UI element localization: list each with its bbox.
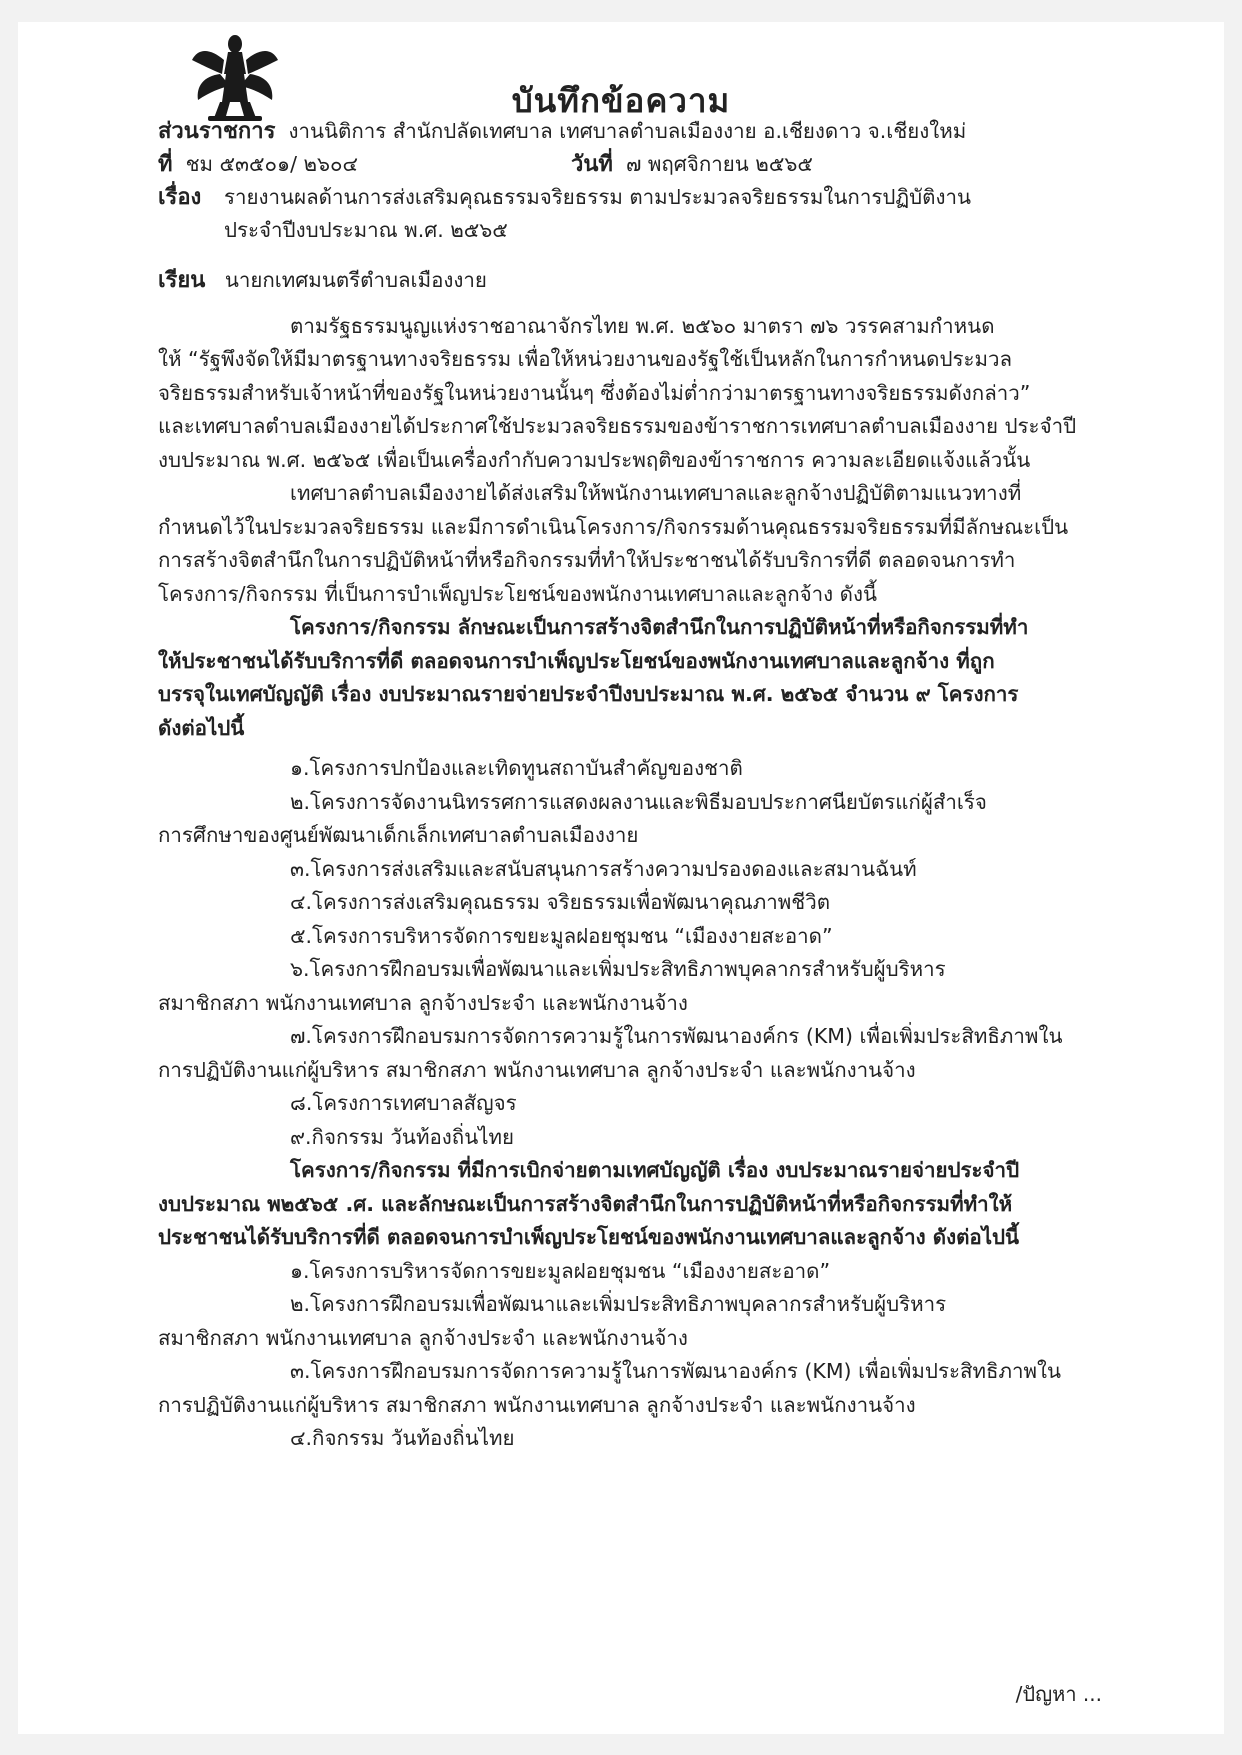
list-item: สมาชิกสภา พนักงานเทศบาล ลูกจ้างประจำ และพนักงานจ้าง (158, 1326, 688, 1350)
list-item: การปฏิบัติงานแก่ผู้บริหาร สมาชิกสภา พนักงานเทศบาล ลูกจ้างประจำ และพนักงานจ้าง (158, 1393, 916, 1417)
date-row (571, 149, 813, 180)
body-line: จริยธรรมสำหรับเจ้าหน้าที่ของรัฐในหน่วยงานนั้นๆ ซึ่งต้องไม่ต่ำกว่ามาตรฐานทางจริยธรรมดังกล่าว” (158, 381, 1031, 405)
body-line: ให้ “รัฐพึงจัดให้มีมาตรฐานทางจริยธรรม เพื่อให้หน่วยงานของรัฐใช้เป็นหลักในการกำหนดประมวล (158, 347, 1013, 371)
ref-row (158, 149, 358, 180)
body-line-bold: งบประมาณ พ๒๕๖๕ .ศ. และลักษณะเป็นการสร้างจิตสำนึกในการปฏิบัติหน้าที่หรือกิจกรรมที่ทำให้ (158, 1192, 1013, 1216)
date-value: ๗ พฤศจิกายน ๒๕๖๕ (625, 152, 813, 176)
dept-row (158, 116, 966, 147)
list-item: ๙.กิจกรรม วันท้องถิ่นไทย (290, 1125, 515, 1149)
memo-title: บันทึกข้อความ (511, 81, 731, 120)
body-line: โครงการ/กิจกรรม ที่เป็นการบำเพ็ญประโยชน์ของพนักงานเทศบาลและลูกจ้าง ดังนี้ (158, 582, 878, 606)
list-item: ๔.กิจกรรม วันท้องถิ่นไทย (290, 1426, 515, 1450)
list-item: ๓.โครงการฝึกอบรมการจัดการความรู้ในการพัฒนาองค์กร (KM) เพื่อเพิ่มประสิทธิภาพใน (290, 1359, 1062, 1383)
list-item: การศึกษาของศูนย์พัฒนาเด็กเล็กเทศบาลตำบลเมืองงาย (158, 823, 639, 847)
ref-label: ที่ (158, 152, 173, 177)
body-line-bold: โครงการ/กิจกรรม ที่มีการเบิกจ่ายตามเทศบัญญัติ เรื่อง งบประมาณรายจ่ายประจำปี (290, 1158, 1020, 1182)
list-item: ๔.โครงการส่งเสริมคุณธรรม จริยธรรมเพื่อพัฒนาคุณภาพชีวิต (290, 890, 831, 914)
subject-label: เรื่อง (158, 185, 202, 210)
list-item: ๘.โครงการเทศบาลสัญจร (290, 1091, 517, 1115)
body-line: การสร้างจิตสำนึกในการปฏิบัติหน้าที่หรือกิจกรรมที่ทำให้ประชาชนได้รับบริการที่ดี ตลอดจนการทำ (158, 548, 1016, 572)
to-value: นายกเทศมนตรีตำบลเมืองงาย (224, 268, 487, 292)
date-label: วันที่ (571, 152, 613, 177)
body-line-bold: บรรจุในเทศบัญญัติ เรื่อง งบประมาณรายจ่ายประจำปีงบประมาณ พ.ศ. ๒๕๖๕ จำนวน ๙ โครงการ (158, 682, 1019, 706)
body-line: งบประมาณ พ.ศ. ๒๕๖๕ เพื่อเป็นเครื่องกำกับความประพฤติของข้าราชการ ความละเอียดแจ้งแล้วนั้น (158, 448, 1031, 472)
body-line-bold: ดังต่อไปนี้ (158, 716, 245, 740)
body-line: เทศบาลตำบลเมืองงายได้ส่งเสริมให้พนักงานเทศบาลและลูกจ้างปฏิบัติตามแนวทางที่ (290, 481, 1022, 505)
body-line-bold: ประชาชนได้รับบริการที่ดี ตลอดจนการบำเพ็ญประโยชน์ของพนักงานเทศบาลและลูกจ้าง ดังต่อไปนี้ (158, 1225, 1020, 1249)
dept-label: ส่วนราชการ (158, 119, 276, 144)
continued-marker: /ปัญหา ... (1015, 1682, 1102, 1706)
document-page (18, 22, 1224, 1734)
dept-value: งานนิติการ สำนักปลัดเทศบาล เทศบาลตำบลเมืองงาย อ.เชียงดาว จ.เชียงใหม่ (288, 119, 967, 143)
body-line: และเทศบาลตำบลเมืองงายได้ประกาศใช้ประมวลจริยธรรมของข้าราชการเทศบาลตำบลเมืองงาย ประจำปี (158, 414, 1077, 438)
body-line: กำหนดไว้ในประมวลจริยธรรม และมีการดำเนินโครงการ/กิจกรรมด้านคุณธรรมจริยธรรมที่มีลักษณะเป็น (158, 515, 1069, 539)
list-item: ๗.โครงการฝึกอบรมการจัดการความรู้ในการพัฒนาองค์กร (KM) เพื่อเพิ่มประสิทธิภาพใน (290, 1024, 1063, 1048)
body-line-bold: ให้ประชาชนได้รับบริการที่ดี ตลอดจนการบำเพ็ญประโยชน์ของพนักงานเทศบาลและลูกจ้าง ที่ถูก (158, 649, 995, 673)
list-item: ๒.โครงการจัดงานนิทรรศการแสดงผลงานและพิธีมอบประกาศนียบัตรแก่ผู้สำเร็จ (290, 790, 987, 814)
to-label: เรียน (158, 268, 206, 293)
subject-line-1: รายงานผลด้านการส่งเสริมคุณธรรมจริยธรรม ตามประมวลจริยธรรมในการปฏิบัติงาน (224, 185, 971, 209)
list-item: การปฏิบัติงานแก่ผู้บริหาร สมาชิกสภา พนักงานเทศบาล ลูกจ้างประจำ และพนักงานจ้าง (158, 1058, 916, 1082)
list-item: ๒.โครงการฝึกอบรมเพื่อพัฒนาและเพิ่มประสิทธิภาพบุคลากรสำหรับผู้บริหาร (290, 1292, 947, 1316)
ref-value: ชม ๕๓๕๐๑/ ๒๖๐๔ (185, 152, 359, 176)
body-line-bold: โครงการ/กิจกรรม ลักษณะเป็นการสร้างจิตสำนึกในการปฏิบัติหน้าที่หรือกิจกรรมที่ทำ (290, 615, 1029, 639)
to-row (158, 265, 487, 296)
subject-line-2: ประจำปีงบประมาณ พ.ศ. ๒๕๖๕ (224, 218, 508, 242)
list-item: สมาชิกสภา พนักงานเทศบาล ลูกจ้างประจำ และพนักงานจ้าง (158, 991, 688, 1015)
list-item: ๖.โครงการฝึกอบรมเพื่อพัฒนาและเพิ่มประสิทธิภาพบุคลากรสำหรับผู้บริหาร (290, 957, 946, 981)
list-item: ๑.โครงการบริหารจัดการขยะมูลฝอยชุมชน “เมืองงายสะอาด” (290, 1259, 831, 1283)
list-item: ๑.โครงการปกป้องและเทิดทูนสถาบันสำคัญของชาติ (290, 756, 743, 780)
body-line: ตามรัฐธรรมนูญแห่งราชอาณาจักรไทย พ.ศ. ๒๕๖๐ มาตรา ๗๖ วรรคสามกำหนด (290, 314, 995, 338)
list-item: ๕.โครงการบริหารจัดการขยะมูลฝอยชุมชน “เมืองงายสะอาด” (290, 924, 833, 948)
list-item: ๓.โครงการส่งเสริมและสนับสนุนการสร้างความปรองดองและสมานฉันท์ (290, 857, 917, 881)
subject-row (158, 182, 201, 213)
